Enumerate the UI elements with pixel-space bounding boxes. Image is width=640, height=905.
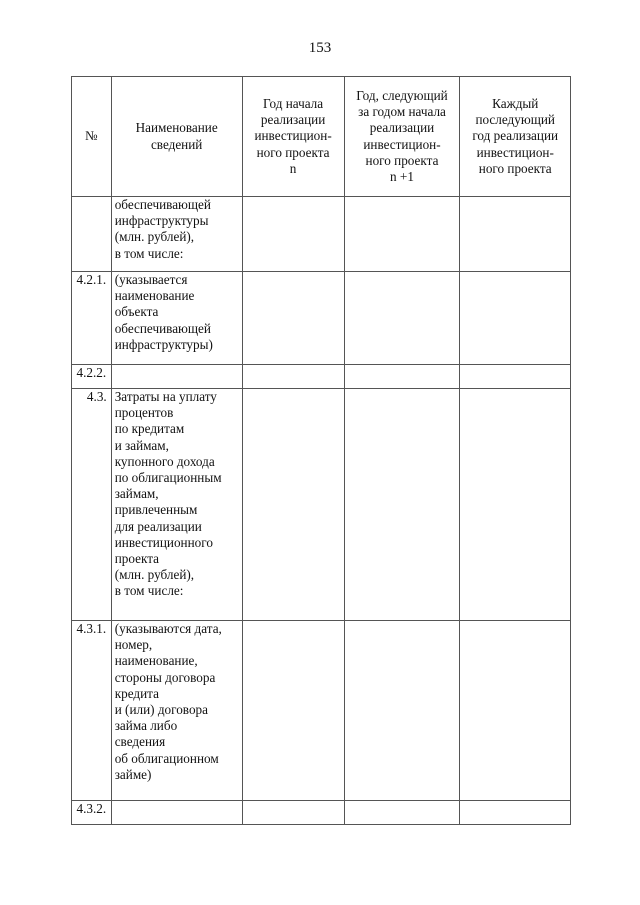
cell-year-start bbox=[242, 389, 344, 621]
row-name: Затраты на уплату процентов по кредитам и займам, купонного дохода по облигационным займам, привлеченным для реализации инвестиционного проекта (млн. рублей), в том числе: bbox=[111, 389, 242, 621]
cell-each-next-year bbox=[460, 389, 571, 621]
cell-year-start bbox=[242, 197, 344, 272]
row-name bbox=[111, 801, 242, 825]
cell-year-start bbox=[242, 801, 344, 825]
cell-year-start bbox=[242, 365, 344, 389]
header-name: Наименование сведений bbox=[111, 77, 242, 197]
cell-year-start bbox=[242, 621, 344, 801]
row-name: (указывается наименование объекта обеспечивающей инфраструктуры) bbox=[111, 272, 242, 365]
row-number: 4.2.2. bbox=[72, 365, 112, 389]
cell-each-next-year bbox=[460, 621, 571, 801]
cell-year-next bbox=[344, 197, 460, 272]
table-row bbox=[72, 621, 571, 801]
cell-each-next-year bbox=[460, 801, 571, 825]
cell-year-next bbox=[344, 801, 460, 825]
cell-year-start bbox=[242, 272, 344, 365]
header-number: № bbox=[72, 77, 112, 197]
header-year-start: Год начала реализации инвестицион- ного проекта n bbox=[242, 77, 344, 197]
cell-year-next bbox=[344, 272, 460, 365]
row-number: 4.2.1. bbox=[72, 272, 112, 365]
table-row bbox=[72, 389, 571, 621]
cell-year-next bbox=[344, 389, 460, 621]
table-row bbox=[72, 365, 571, 389]
row-number: 4.3. bbox=[72, 389, 112, 621]
cell-each-next-year bbox=[460, 272, 571, 365]
row-name: (указываются дата, номер, наименование, стороны договора кредита и (или) договора займа либо сведения об облигационном займе) bbox=[111, 621, 242, 801]
table-row bbox=[72, 272, 571, 365]
table-row bbox=[72, 801, 571, 825]
table-header-row bbox=[72, 77, 571, 197]
table-row bbox=[72, 197, 571, 272]
investment-data-table bbox=[71, 76, 571, 825]
cell-year-next bbox=[344, 365, 460, 389]
cell-year-next bbox=[344, 621, 460, 801]
row-number: 4.3.2. bbox=[72, 801, 112, 825]
page-number: 153 bbox=[308, 40, 332, 56]
row-name: обеспечивающей инфраструктуры (млн. рублей), в том числе: bbox=[111, 197, 242, 272]
row-number: 4.3.1. bbox=[72, 621, 112, 801]
row-number bbox=[72, 197, 112, 272]
row-name bbox=[111, 365, 242, 389]
header-each-next-year: Каждый последующий год реализации инвестицион- ного проекта bbox=[460, 77, 571, 197]
cell-each-next-year bbox=[460, 197, 571, 272]
cell-each-next-year bbox=[460, 365, 571, 389]
header-year-next: Год, следующий за годом начала реализации инвестицион- ного проекта n +1 bbox=[344, 77, 460, 197]
